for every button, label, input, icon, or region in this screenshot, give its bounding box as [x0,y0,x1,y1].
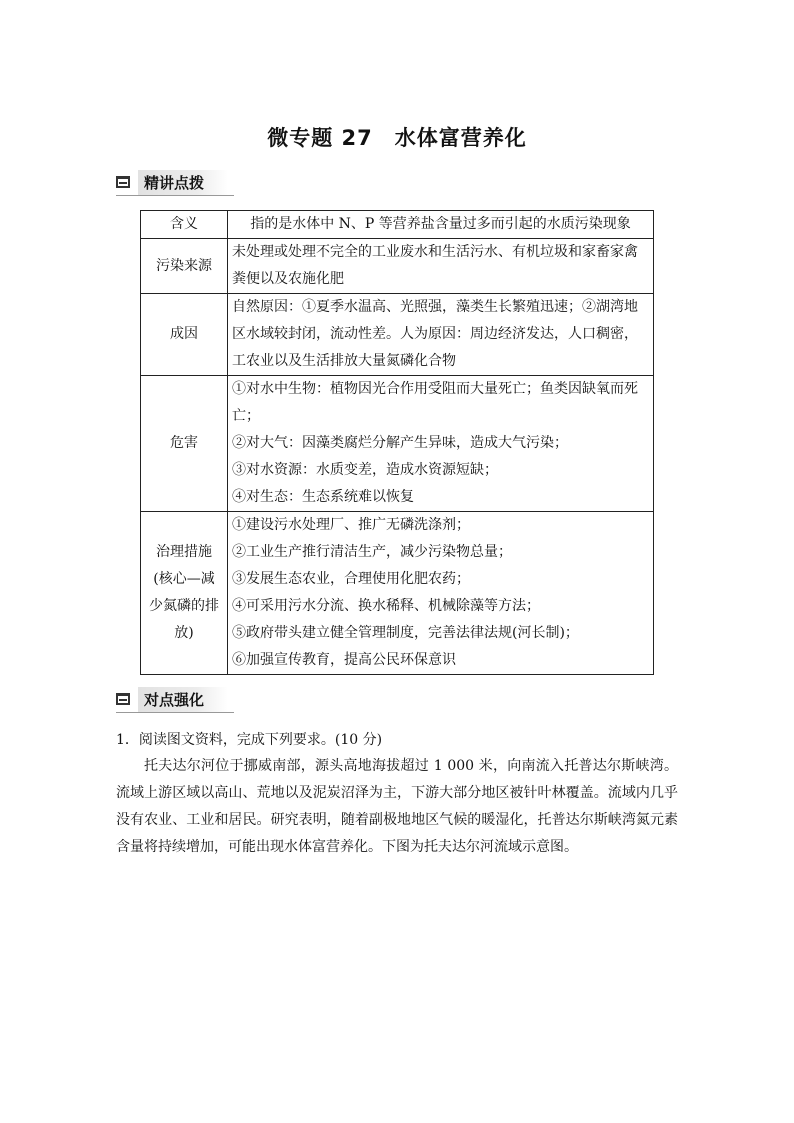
row-value [228,376,654,512]
row-value [228,211,654,239]
row-value-line: ②工业生产推行清洁生产，减少污染物总量； [232,544,512,560]
row-key: 危害 [141,376,228,512]
row-value-line: ①对水中生物：植物因光合作用受阻而大量死亡；鱼类因缺氧而死亡； [232,381,638,424]
summary-table [140,210,654,675]
row-value-line: 未处理或处理不完全的工业废水和生活污水、有机垃圾和家畜家禽粪便以及农施化肥 [232,244,638,287]
section-underline [116,712,234,713]
row-key: 污染来源 [141,239,228,294]
table-row [141,512,654,675]
table-row [141,211,654,239]
row-key: 成因 [141,294,228,376]
row-value-line: ④可采用污水分流、换水稀释、机械除藻等方法； [232,598,540,614]
table-row [141,294,654,376]
row-value-line: ②对大气：因藻类腐烂分解产生异味，造成大气污染； [232,435,568,451]
table-row [141,376,654,512]
row-value-line: ①建设污水处理厂、推广无磷洗涤剂； [232,517,470,533]
row-value [228,294,654,376]
row-value-line: ③发展生态农业，合理使用化肥农药； [232,571,470,587]
section-list-icon [116,176,130,188]
question-label: 1．阅读图文资料，完成下列要求。(10 分) [116,732,383,748]
row-value-line: ④对生态：生态系统难以恢复 [232,489,414,505]
row-value-line: 指的是水体中 N、P 等营养盐含量过多而引起的水质污染现象 [250,216,631,232]
section-header-explanation [116,170,228,194]
question-text: 托夫达尔河位于挪威南部，源头高地海拔超过 1 000 米，向南流入托普达尔斯峡湾。流域上游区域以高山、荒地以及泥炭沼泽为主，下游大部分地区被针叶林覆盖。流域内几乎没有农业、工业和居民。研究表明，随着副极地地区气候的暖湿化，托普达尔斯峡湾氮元素含量将持续增加，可能出现水体富营养化。下图为托夫达尔河流域示意图。 [116,758,678,855]
page-title: 微专题 27 水体富营养化 [267,126,527,150]
section-underline [116,195,234,196]
row-value-line: ⑥加强宣传教育，提高公民环保意识 [232,652,456,668]
table-row [141,239,654,294]
row-key: 含义 [141,211,228,239]
row-value-line: ③对水资源：水质变差，造成水资源短缺； [232,462,498,478]
row-value-line: ⑤政府带头建立健全管理制度，完善法律法规(河长制)； [232,625,579,641]
section-list-icon [116,693,130,705]
section-header-practice [116,687,228,711]
row-key: 治理措施(核心—减少氮磷的排放) [141,512,228,675]
section-label: 对点强化 [138,687,228,712]
row-value [228,239,654,294]
section-label: 精讲点拨 [138,170,228,195]
row-value-line: 自然原因：①夏季水温高、光照强，藻类生长繁殖迅速；②湖湾地区水域较封闭，流动性差。人为原因：周边经济发达，人口稠密，工农业以及生活排放大量氮磷化合物 [232,299,638,369]
row-value [228,512,654,675]
